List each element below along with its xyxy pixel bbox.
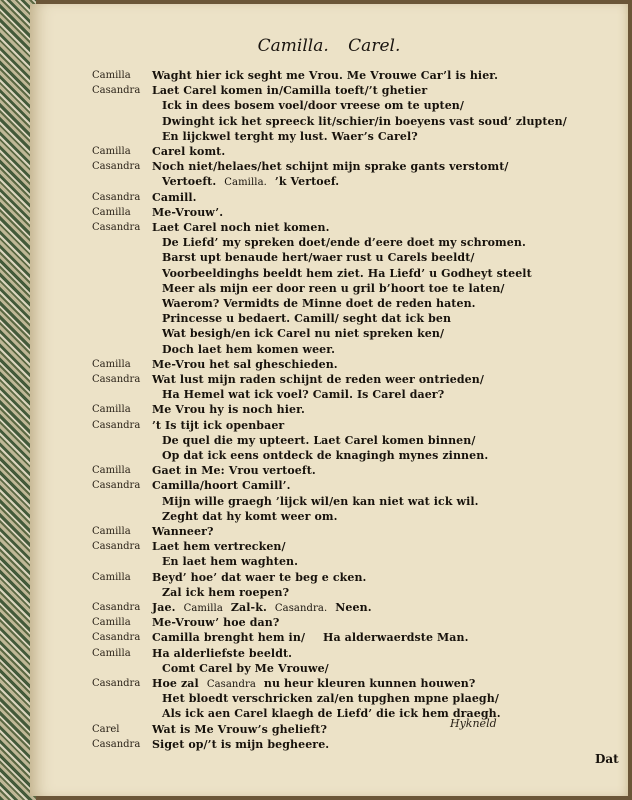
dialogue-line bbox=[92, 661, 614, 677]
dialogue-line bbox=[92, 372, 614, 388]
dialogue-line bbox=[92, 129, 614, 145]
line-text bbox=[152, 463, 316, 479]
line-text-main: Het bloedt verschricken zal/en tupghen mpne plaegh/ bbox=[162, 692, 499, 706]
dialogue-line bbox=[92, 235, 614, 251]
speaker-name: Camilla bbox=[92, 571, 131, 583]
line-text bbox=[152, 418, 284, 434]
line-text-main: Ick in dees bosem voel/door vreese om te upten/ bbox=[162, 99, 465, 113]
line-text bbox=[152, 524, 214, 540]
line-text bbox=[162, 342, 335, 358]
speaker-name: Casandra bbox=[92, 374, 141, 385]
speaker-name: Casandra bbox=[92, 632, 141, 644]
line-text-continuation: nu heur kleuren kunnen houwen? bbox=[263, 677, 476, 690]
dialogue-line bbox=[92, 326, 614, 342]
line-text bbox=[152, 646, 292, 662]
line-text bbox=[152, 737, 329, 753]
dialogue-line bbox=[92, 524, 614, 540]
line-text-main: Beyd’ hoe’ dat waer te beg e cken. bbox=[152, 570, 367, 584]
page bbox=[30, 4, 628, 796]
dialogue-line bbox=[92, 342, 614, 358]
line-text-main: Barst upt benaude hert/waer rust u Carels beeldt/ bbox=[162, 251, 475, 265]
line-text-main: Doch laet hem komen weer. bbox=[162, 342, 336, 356]
dialogue-line bbox=[92, 630, 614, 646]
inline-speaker-name: Camilla. bbox=[224, 177, 267, 189]
dialogue-line bbox=[92, 220, 614, 236]
line-text-continuation: ’k Vertoef. bbox=[274, 175, 340, 189]
speaker-name: Camilla bbox=[92, 358, 131, 370]
line-text bbox=[152, 220, 330, 236]
line-text bbox=[152, 630, 469, 646]
line-text bbox=[152, 159, 509, 175]
line-text-main: Wanneer? bbox=[152, 525, 214, 538]
dialogue-line bbox=[92, 68, 614, 84]
line-text-main: Camilla brenght hem in/ bbox=[152, 631, 306, 645]
line-text bbox=[152, 372, 484, 388]
line-text bbox=[162, 266, 532, 282]
line-text bbox=[162, 554, 298, 570]
line-text-main: Voorbeeldinghs beeldt hem ziet. Ha Liefd’ u Godheyt steelt bbox=[162, 266, 532, 280]
line-text-main: Zal ick hem roepen? bbox=[162, 585, 290, 599]
dialogue-line bbox=[92, 722, 614, 738]
line-text-main: Dwinght ick het spreeck lit/schier/in boeyens vast soud’ zlupten/ bbox=[162, 114, 567, 128]
line-text-main: Wat is Me Vrouw’s ghelieft? bbox=[152, 722, 328, 736]
dialogue-line bbox=[92, 737, 614, 753]
speaker-name: Casandra bbox=[92, 602, 141, 613]
line-text bbox=[162, 326, 444, 342]
dialogue-line bbox=[92, 570, 614, 586]
speaker-name: Camilla bbox=[92, 70, 131, 81]
dialogue-line bbox=[92, 706, 614, 722]
inline-speaker-name: Casandra. bbox=[274, 603, 328, 614]
line-text-main: Camilla/hoort Camill’. bbox=[152, 479, 291, 493]
line-text-continuation: Neen. bbox=[335, 601, 372, 614]
line-text bbox=[162, 311, 451, 327]
line-text-main: Comt Carel by Me Vrouwe/ bbox=[162, 661, 329, 675]
line-text bbox=[162, 250, 475, 266]
line-text-main: Wat besigh/en ick Carel nu niet spreken ken/ bbox=[162, 327, 445, 341]
line-text bbox=[152, 570, 366, 586]
dialogue-line bbox=[92, 357, 614, 373]
line-text bbox=[162, 281, 505, 297]
speaker-name: Casandra bbox=[92, 678, 141, 689]
dialogue-line bbox=[92, 585, 614, 601]
line-text-main: Princesse u bedaert. Camill/ seght dat ick ben bbox=[162, 312, 452, 326]
dialogue-line bbox=[92, 205, 614, 221]
speaker-name: Casandra bbox=[92, 222, 141, 233]
line-text-main: Waght hier ick seght me Vrou. Me Vrouwe Car’l is hier. bbox=[152, 69, 499, 82]
line-text bbox=[152, 68, 498, 84]
line-text bbox=[152, 83, 427, 99]
speaker-name: Casandra bbox=[92, 419, 141, 431]
speaker-name: Camilla bbox=[92, 647, 131, 659]
speaker-name: Camilla bbox=[92, 404, 131, 416]
line-text-main: Jae. bbox=[152, 601, 176, 614]
dialogue-line bbox=[92, 418, 614, 434]
line-text-main: Op dat ick eens ontdeck de knagingh mynes zinnen. bbox=[162, 449, 489, 462]
dialogue-line bbox=[92, 250, 614, 266]
line-text bbox=[152, 144, 225, 160]
line-text bbox=[162, 494, 479, 510]
line-text bbox=[152, 205, 223, 221]
dialogue-line bbox=[92, 281, 614, 297]
line-text bbox=[162, 296, 476, 312]
line-text bbox=[152, 722, 327, 738]
dialogue-line bbox=[92, 83, 614, 99]
inline-speaker-name: Camilla bbox=[183, 603, 223, 614]
line-text-main: Meer als mijn eer door reen u gril b’hoort toe te laten/ bbox=[162, 281, 505, 295]
speaker-name: Camilla bbox=[92, 206, 131, 218]
line-text-main: Ha alderliefste beeldt. bbox=[152, 646, 293, 660]
signature-mark: Hykneld bbox=[450, 717, 497, 730]
line-text bbox=[162, 235, 526, 251]
line-text-main: Noch niet/helaes/het schijnt mijn sprake gants verstomt/ bbox=[152, 160, 509, 174]
line-text bbox=[162, 661, 329, 677]
line-text-main: Me-Vrouw’. bbox=[152, 205, 224, 219]
line-text bbox=[152, 539, 286, 555]
line-text-main: En lijckwel terght my lust. Waer’s Carel? bbox=[162, 129, 418, 143]
dialogue-line bbox=[92, 676, 614, 692]
dialogue-line bbox=[92, 296, 614, 312]
dialogue-line bbox=[92, 114, 614, 130]
dialogue-line bbox=[92, 691, 614, 707]
line-text bbox=[152, 357, 338, 373]
line-text-main: Wat lust mijn raden schijnt de reden weer ontrieden/ bbox=[152, 373, 484, 386]
dialogue-line bbox=[92, 266, 614, 282]
line-text-main: Me-Vrou het sal gheschieden. bbox=[152, 357, 338, 371]
dialogue-line bbox=[92, 509, 614, 525]
speaker-name: Casandra bbox=[92, 738, 141, 750]
line-text-main: Laet hem vertrecken/ bbox=[152, 540, 286, 554]
dialogue-line bbox=[92, 402, 614, 418]
line-text-main: Me Vrou hy is noch hier. bbox=[152, 403, 305, 417]
line-text bbox=[162, 585, 289, 601]
speaker-name: Casandra bbox=[92, 85, 141, 97]
dialogue-line bbox=[92, 448, 614, 464]
dialogue-line bbox=[92, 144, 614, 160]
dialogue-line bbox=[92, 554, 614, 570]
speaker-name: Carel bbox=[92, 723, 120, 735]
dialogue-line bbox=[92, 433, 614, 449]
line-text bbox=[162, 509, 338, 525]
catchword: Dat bbox=[595, 752, 619, 766]
speaker-name: Casandra bbox=[92, 480, 141, 492]
line-text-main: Laet Carel noch niet komen. bbox=[152, 221, 330, 234]
line-text bbox=[162, 691, 499, 707]
dialogue-line bbox=[92, 159, 614, 175]
speaker-name: Camilla bbox=[92, 526, 131, 537]
line-text-main: En laet hem waghten. bbox=[162, 555, 299, 569]
line-text bbox=[152, 478, 291, 494]
line-text-main: Carel komt. bbox=[152, 145, 226, 158]
speaker-name: Casandra bbox=[92, 161, 141, 173]
dialogue-line bbox=[92, 478, 614, 494]
line-text bbox=[162, 114, 567, 130]
line-text-main: Zeght dat hy komt weer om. bbox=[162, 509, 338, 523]
dialogue-line bbox=[92, 539, 614, 555]
line-text-main: Laet Carel komen in/Camilla toeft/’t ghetier bbox=[152, 84, 428, 98]
line-text-main: Ha Hemel wat ick voel? Camil. Is Carel daer? bbox=[162, 388, 445, 402]
dialogue-line bbox=[92, 190, 614, 206]
line-text-main: Siget op/’t is mijn begheere. bbox=[152, 737, 330, 751]
dialogue-line bbox=[92, 174, 614, 190]
dialogue-line bbox=[92, 463, 614, 479]
line-text-main: Als ick aen Carel klaegh de Liefd’ die ick hem draegh. bbox=[162, 707, 501, 721]
line-text-main: De Liefd’ my spreken doet/ende d’eere doet my schromen. bbox=[162, 236, 526, 250]
line-text-main: De quel die my upteert. Laet Carel komen binnen/ bbox=[162, 433, 476, 447]
dialogue-line bbox=[92, 311, 614, 327]
line-text bbox=[162, 448, 488, 464]
line-text-main: Me-Vrouw’ hoe dan? bbox=[152, 616, 280, 630]
line-text-main: Hoe zal bbox=[152, 677, 199, 690]
dialogue-line bbox=[92, 98, 614, 114]
dialogue-line bbox=[92, 494, 614, 510]
inline-speaker-name: Casandra bbox=[206, 679, 256, 690]
line-text bbox=[162, 129, 418, 145]
speaker-name: Casandra bbox=[92, 541, 141, 553]
line-text bbox=[152, 402, 305, 418]
line-text-continuation: Ha alderwaerdste Man. bbox=[319, 631, 469, 645]
line-text bbox=[162, 98, 464, 114]
line-text-main: Vertoeft. bbox=[162, 175, 217, 189]
line-text-main: Waerom? Vermidts de Minne doet de reden haten. bbox=[162, 297, 476, 310]
line-text bbox=[152, 190, 197, 206]
speaker-name: Camilla bbox=[92, 465, 131, 477]
speaker-name: Camilla bbox=[92, 617, 131, 629]
dialogue-line bbox=[92, 600, 614, 616]
line-text-main: Camill. bbox=[152, 190, 197, 204]
line-text-main: Gaet in Me: Vrou vertoeft. bbox=[152, 464, 316, 478]
dialogue-line bbox=[92, 646, 614, 662]
line-text bbox=[152, 615, 279, 631]
running-header: Camilla. Carel. bbox=[257, 36, 401, 56]
line-text-main: Mijn wille graegh ’lijck wil/en kan niet wat ick wil. bbox=[162, 494, 479, 508]
line-text-main: ’t Is tijt ick openbaer bbox=[152, 418, 285, 432]
dialogue-line bbox=[92, 387, 614, 403]
speaker-name: Camilla bbox=[92, 146, 131, 157]
line-text bbox=[162, 433, 475, 449]
speaker-name: Casandra bbox=[92, 191, 141, 203]
dialogue-line bbox=[92, 615, 614, 631]
line-text bbox=[162, 387, 444, 403]
line-text-continuation: Zal-k. bbox=[230, 601, 267, 614]
